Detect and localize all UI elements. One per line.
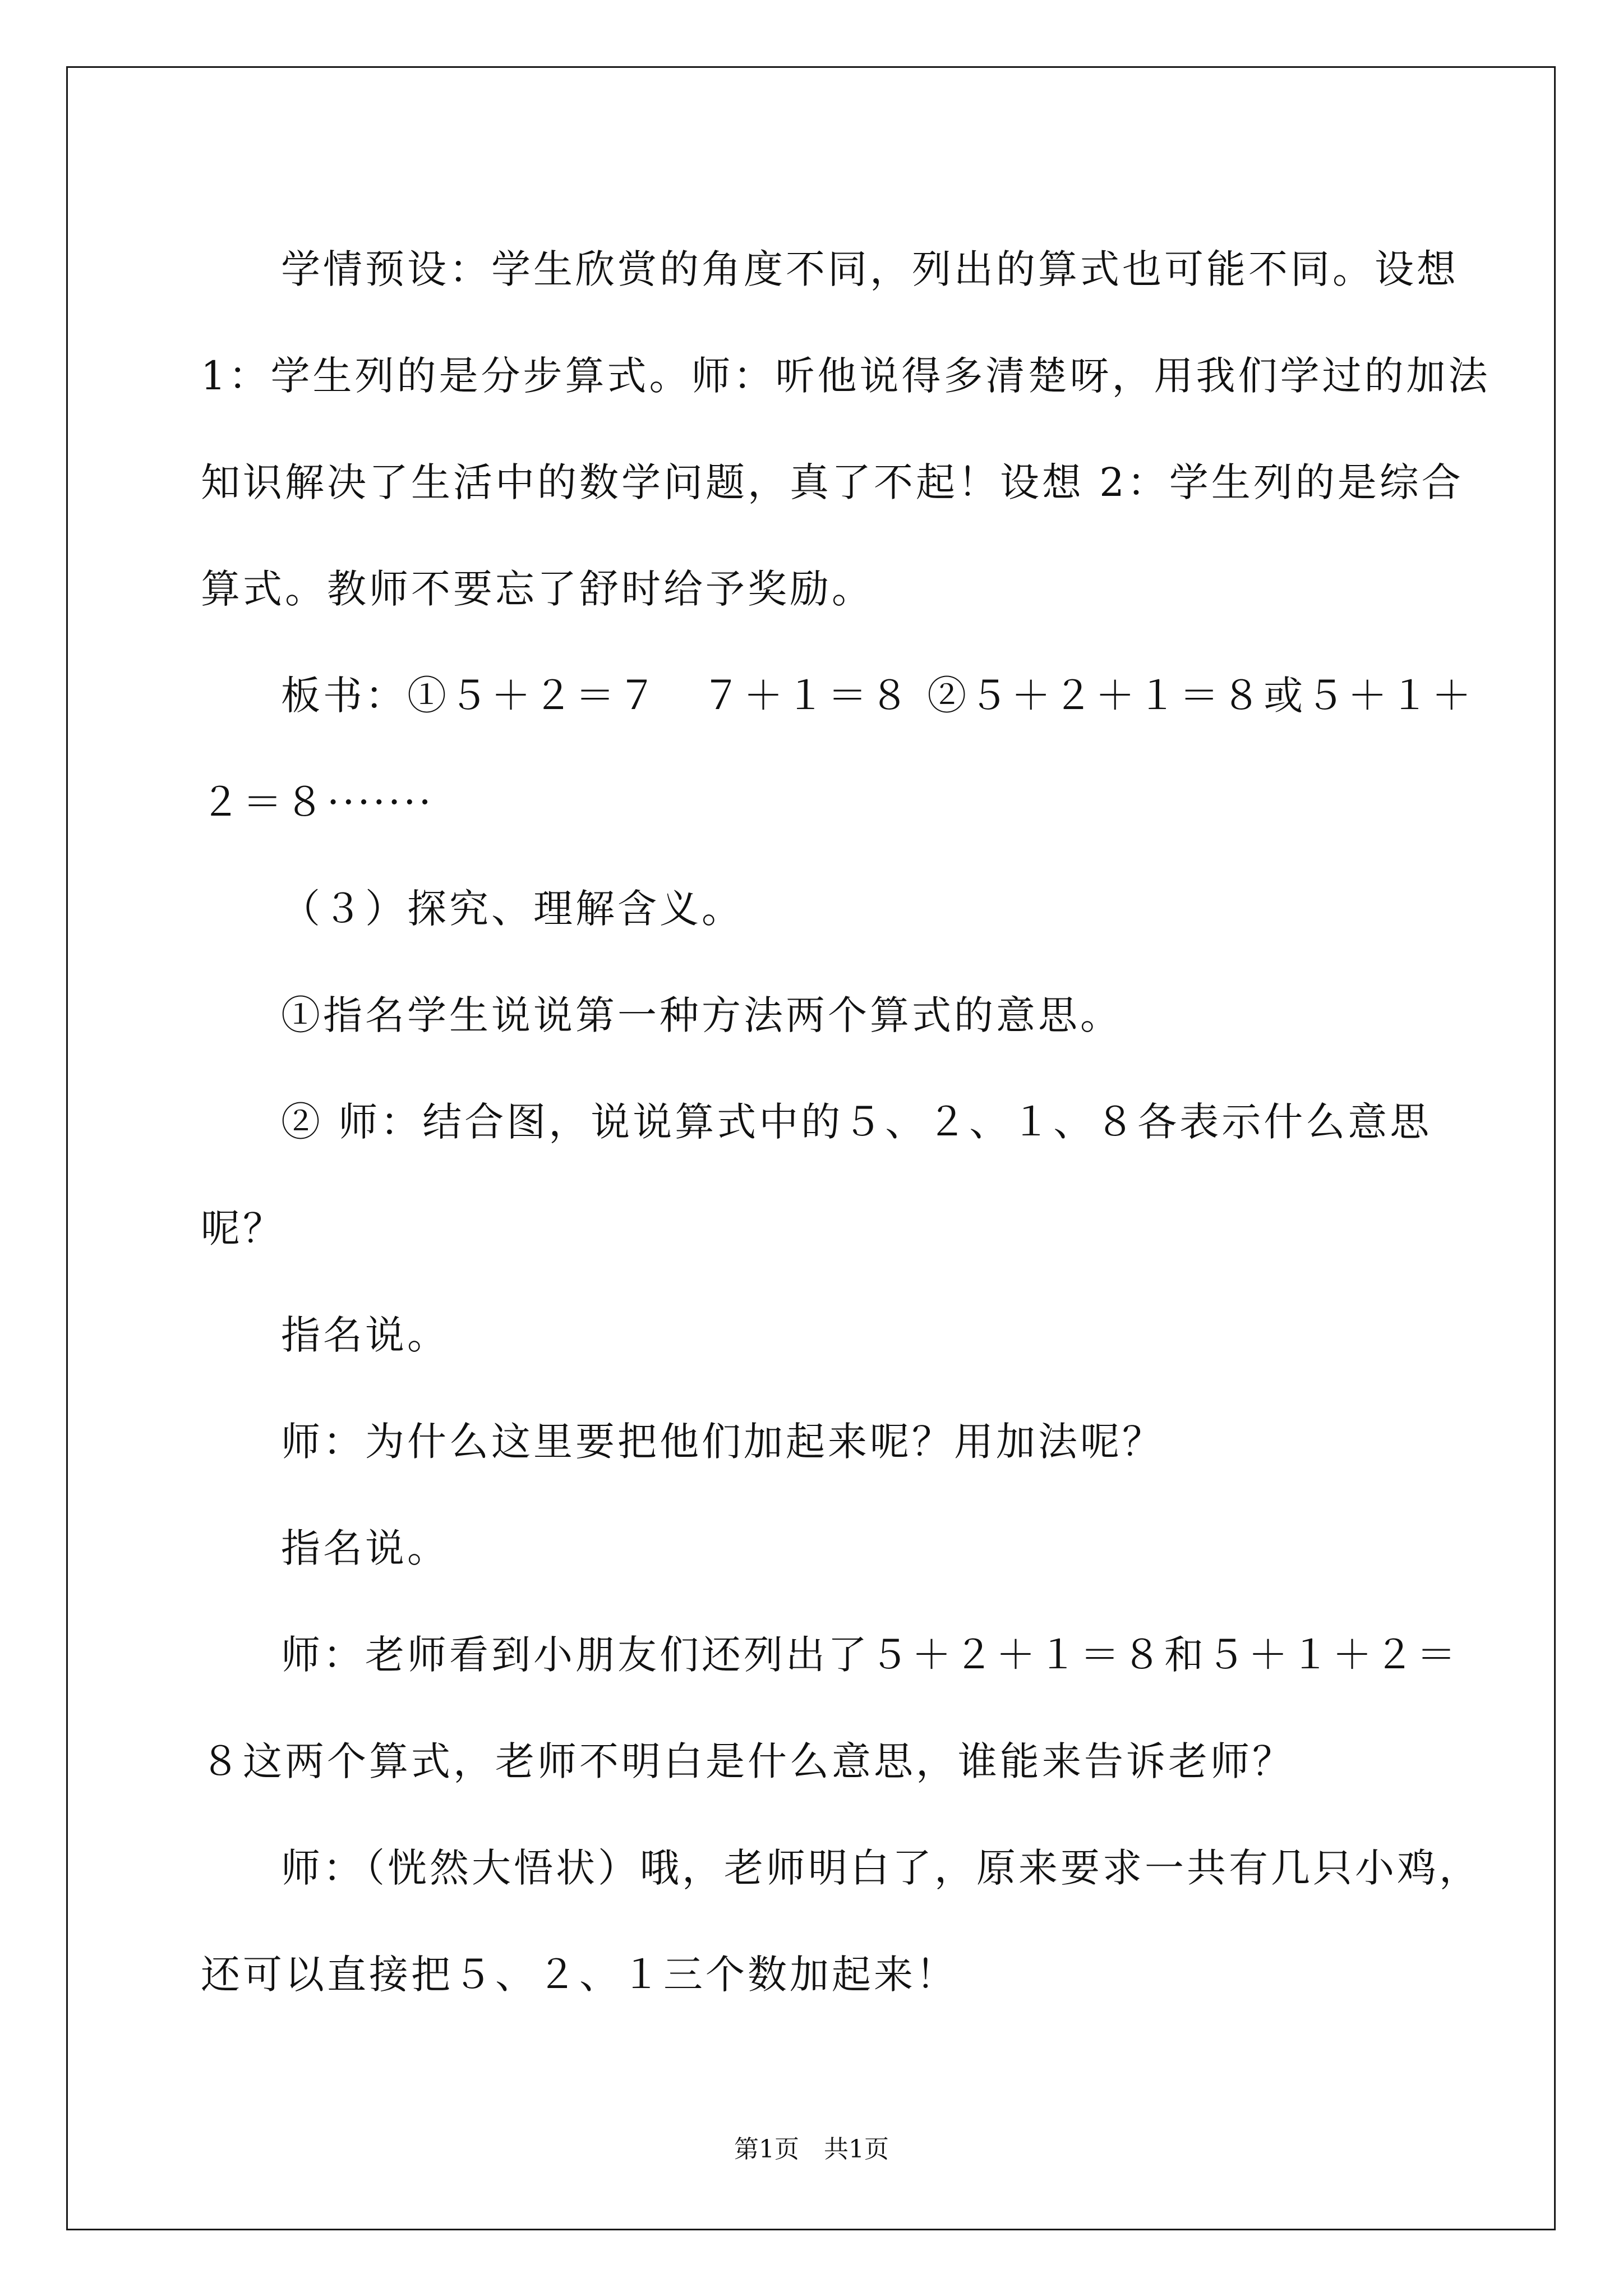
paragraph-line: 师：为什么这里要把他们加起来呢？用加法呢？ <box>281 1419 1164 1465</box>
paragraph-line: ８这两个算式，老师不明白是什么意思，谁能来告诉老师？ <box>201 1738 1294 1784</box>
paragraph-line: 呢？ <box>201 1205 285 1251</box>
paragraph-line: 算式。教师不要忘了舒时给予奖励。 <box>201 566 874 612</box>
paragraph-line: 指名说。 <box>281 1525 449 1571</box>
paragraph-line: 学情预设：学生欣赏的角度不同，列出的算式也可能不同。设想 <box>281 246 1459 292</box>
paragraph-line: ② 师：结合图，说说算式中的５、２、１、８各表示什么意思 <box>281 1099 1432 1145</box>
paragraph-line: 板书：①５＋２＝７ ７＋１＝８ ②５＋２＋１＝８或５＋１＋ <box>281 673 1474 719</box>
paragraph-line: 还可以直接把５、２、１三个数加起来！ <box>201 1952 958 1998</box>
paragraph-line: 知识解决了生活中的数学问题，真了不起！设想 2：学生列的是综合 <box>201 459 1464 505</box>
paragraph-line: 指名说。 <box>281 1312 449 1358</box>
document-body <box>201 216 1491 2028</box>
paragraph-line: 1：学生列的是分步算式。师：听他说得多清楚呀，用我们学过的加法 <box>201 353 1491 399</box>
paragraph-line: ２＝８······· <box>201 779 434 825</box>
section-heading: （３）探究、理解含义。 <box>281 886 744 932</box>
paragraph-line: ①指名学生说说第一种方法两个算式的意思。 <box>281 992 1122 1038</box>
paragraph-line: 师：（恍然大悟状）哦，老师明白了，原来要求一共有几只小鸡， <box>281 1845 1481 1891</box>
paragraph-line: 师：老师看到小朋友们还列出了５＋２＋１＝８和５＋１＋２＝ <box>281 1632 1459 1678</box>
page-footer: 第1页 共1页 <box>734 2135 889 2164</box>
